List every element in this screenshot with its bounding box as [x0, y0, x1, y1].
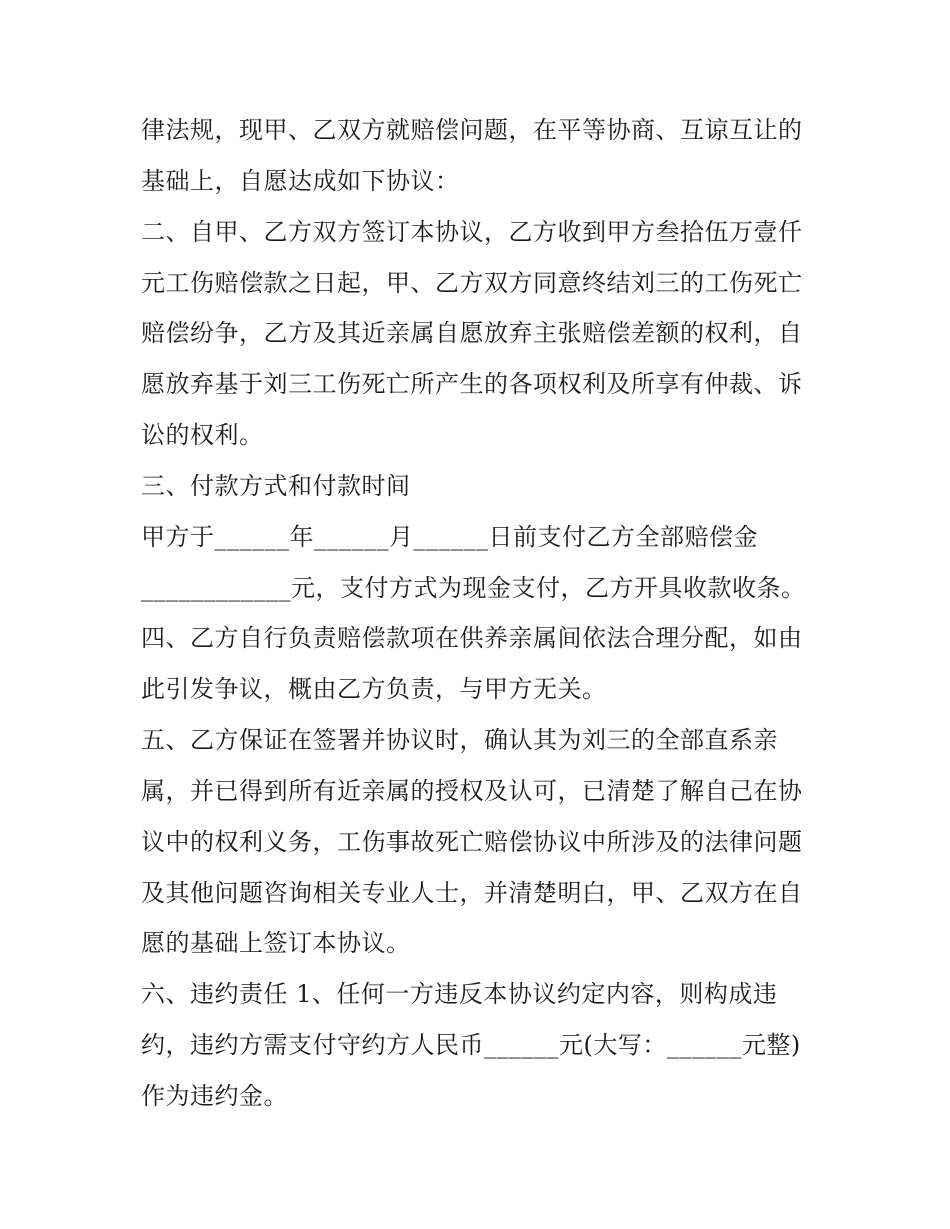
- text-line: 愿放弃基于刘三工伤死亡所产生的各项权利及所享有仲裁、诉: [141, 370, 803, 398]
- text-line: 此引发争议，概由乙方负责，与甲方无关。: [141, 675, 607, 703]
- text-line: 五、乙方保证在签署并协议时，确认其为刘三的全部直系亲: [141, 726, 778, 754]
- text-line: 六、违约责任 1、任何一方违反本协议约定内容，则构成违: [141, 980, 778, 1008]
- text-line: 作为违约金。: [141, 1082, 288, 1110]
- text-line: 约，违约方需支付守约方人民币______元(大写：______元整): [141, 1031, 801, 1059]
- text-line: 甲方于______年______月______日前支付乙方全部赔偿金: [141, 523, 758, 551]
- text-line: 四、乙方自行负责赔偿款项在供养亲属间依法合理分配，如由: [141, 624, 803, 652]
- text-line: 基础上，自愿达成如下协议：: [141, 167, 460, 195]
- section-heading: 三、付款方式和付款时间: [141, 472, 411, 500]
- text-line: 律法规，现甲、乙双方就赔偿问题，在平等协商、互谅互让的: [141, 116, 803, 144]
- text-line: 赔偿纷争，乙方及其近亲属自愿放弃主张赔偿差额的权利，自: [141, 319, 803, 347]
- text-line: ____________元，支付方式为现金支付，乙方开具收款收条。: [141, 574, 806, 602]
- text-line: 属，并已得到所有近亲属的授权及认可，已清楚了解自己在协: [141, 777, 803, 805]
- text-line: 讼的权利。: [141, 421, 264, 449]
- text-line: 二、自甲、乙方双方签订本协议，乙方收到甲方叁拾伍万壹仟: [141, 218, 803, 246]
- text-line: 及其他问题咨询相关专业人士，并清楚明白，甲、乙双方在自: [141, 879, 803, 907]
- text-line: 愿的基础上签订本协议。: [141, 929, 411, 957]
- text-line: 元工伤赔偿款之日起，甲、乙方双方同意终结刘三的工伤死亡: [141, 269, 803, 297]
- text-line: 议中的权利义务，工伤事故死亡赔偿协议中所涉及的法律问题: [141, 828, 803, 856]
